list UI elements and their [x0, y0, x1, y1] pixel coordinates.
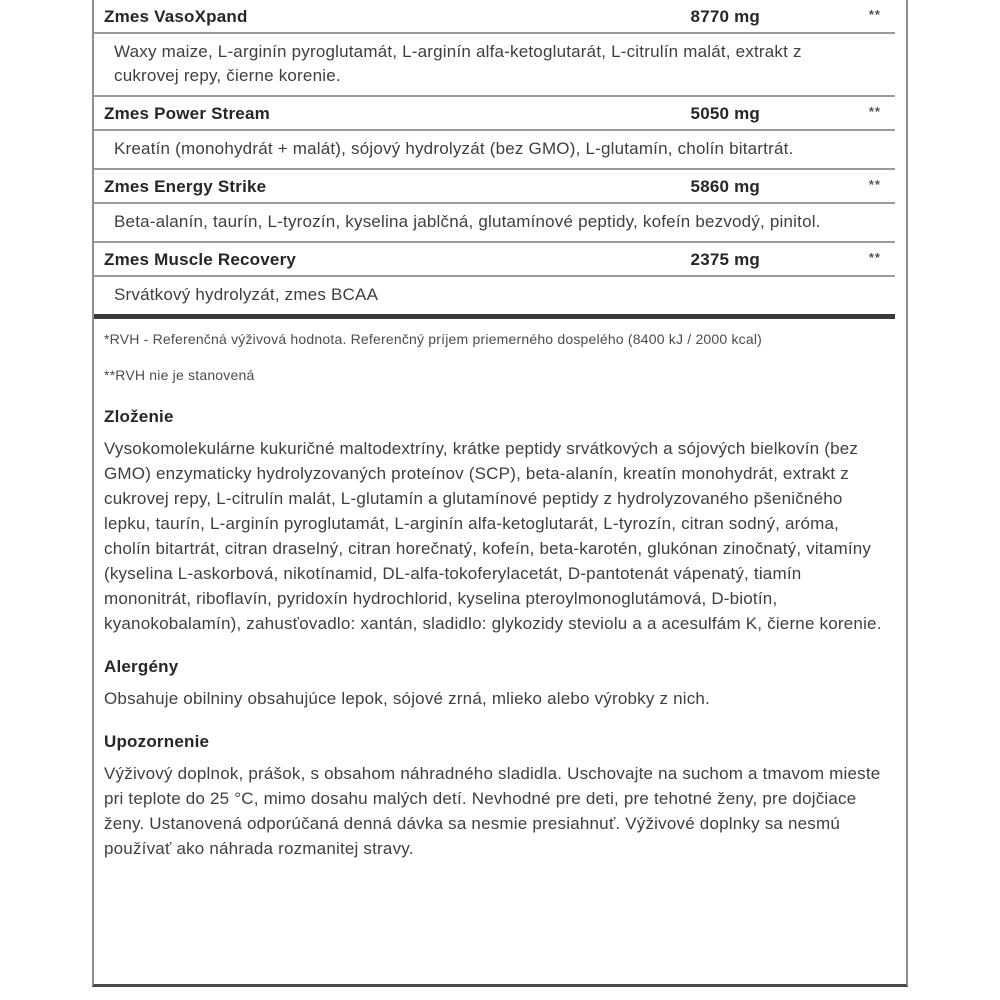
- section-heading-alergeny: Alergény: [104, 657, 179, 676]
- blend-row-header: [94, 170, 895, 204]
- blend-footnote-marker: **: [868, 7, 881, 22]
- blend-amount: 5860 mg: [690, 177, 760, 196]
- blend-name: Zmes VasoXpand: [104, 7, 248, 26]
- blend-row-header: [94, 97, 895, 131]
- blend-row-ingredients: [94, 34, 895, 97]
- blend-footnote-marker: **: [868, 177, 881, 192]
- supplement-facts-panel: [92, 0, 908, 987]
- blend-ingredients: Beta-alanín, taurín, L-tyrozín, kyselina jablčná, glutamínové peptidy, kofeín bezvodý, pinitol.: [114, 212, 821, 231]
- blend-ingredients: Kreatín (monohydrát + malát), sójový hydrolyzát (bez GMO), L-glutamín, cholín bitartrát.: [114, 139, 794, 158]
- blend-footnote-marker: **: [868, 250, 881, 265]
- section-heading-upozornenie: Upozornenie: [104, 732, 210, 751]
- blend-amount: 8770 mg: [690, 7, 760, 26]
- blend-name: Zmes Power Stream: [104, 104, 270, 123]
- section-heading-zlozenie: Zloženie: [104, 407, 174, 426]
- blend-amount: 2375 mg: [690, 250, 760, 269]
- blend-amount: 5050 mg: [690, 104, 760, 123]
- section-body-upozornenie: Výživový doplnok, prášok, s obsahom náhradného sladidla. Uschovajte na suchom a tmavom mieste pri teplote do 25 °C, mimo dosahu malých detí. Nevhodné pre deti, pre tehotné ženy, pre dojčiace ženy. Ustanovená odporúčaná denná dávka sa nesmie presiahnuť. Výživové doplnky sa nesmú používať ako náhrada rozmanitej stravy.: [104, 764, 881, 858]
- blend-ingredients: Waxy maize, L-arginín pyroglutamát, L-arginín alfa-ketoglutarát, L-citrulín malát, extrakt z cukrovej repy, čierne korenie.: [114, 42, 802, 85]
- blend-footnote-marker: **: [868, 104, 881, 119]
- rvh-footnote: **RVH nie je stanovená: [104, 367, 255, 383]
- blend-row-ingredients: [94, 131, 895, 170]
- blend-ingredients: Srvátkový hydrolyzát, zmes BCAA: [114, 285, 379, 304]
- blend-row-ingredients: [94, 204, 895, 243]
- rvh-footnote: *RVH - Referenčná výživová hodnota. Referenčný príjem priemerného dospelého (8400 kJ / 2000 kcal): [104, 331, 763, 347]
- section-body-alergeny: Obsahuje obilniny obsahujúce lepok, sójové zrná, mlieko alebo výrobky z nich.: [104, 689, 711, 708]
- blend-name: Zmes Muscle Recovery: [104, 250, 297, 269]
- blend-row-header: [94, 0, 895, 34]
- blend-row-ingredients: [94, 277, 895, 319]
- section-body-zlozenie: Vysokomolekulárne kukuričné maltodextríny, krátke peptidy srvátkových a sójových bielkovín (bez GMO) enzymaticky hydrolyzovaných proteínov (SCP), beta-alanín, kreatín monohydrát, extrakt z cukrovej repy, L-citrulín malát, L-glutamín a glutamínové peptidy z hydrolyzovaného pšeničného lepku, taurín, L-arginín pyroglutamát, L-arginín alfa-ketoglutarát, L-tyrozín, citran sodný, aróma, cholín bitartrát, citran draselný, citran horečnatý, kofeín, beta-karotén, glukónan zinočnatý, vitamíny (kyselina L-askorbová, nikotínamid, DL-alfa-tokoferylacetát, D-pantotenát vápenatý, tiamín mononitrát, riboflavín, pyridoxín hydrochlorid, kyselina pteroylmonoglutámová, D-biotín, kyanokobalamín), zahusťovadlo: xantán, sladidlo: glykozidy steviolu a a acesulfám K, čierne korenie.: [104, 439, 882, 633]
- blend-row-header: [94, 243, 895, 277]
- blend-name: Zmes Energy Strike: [104, 177, 267, 196]
